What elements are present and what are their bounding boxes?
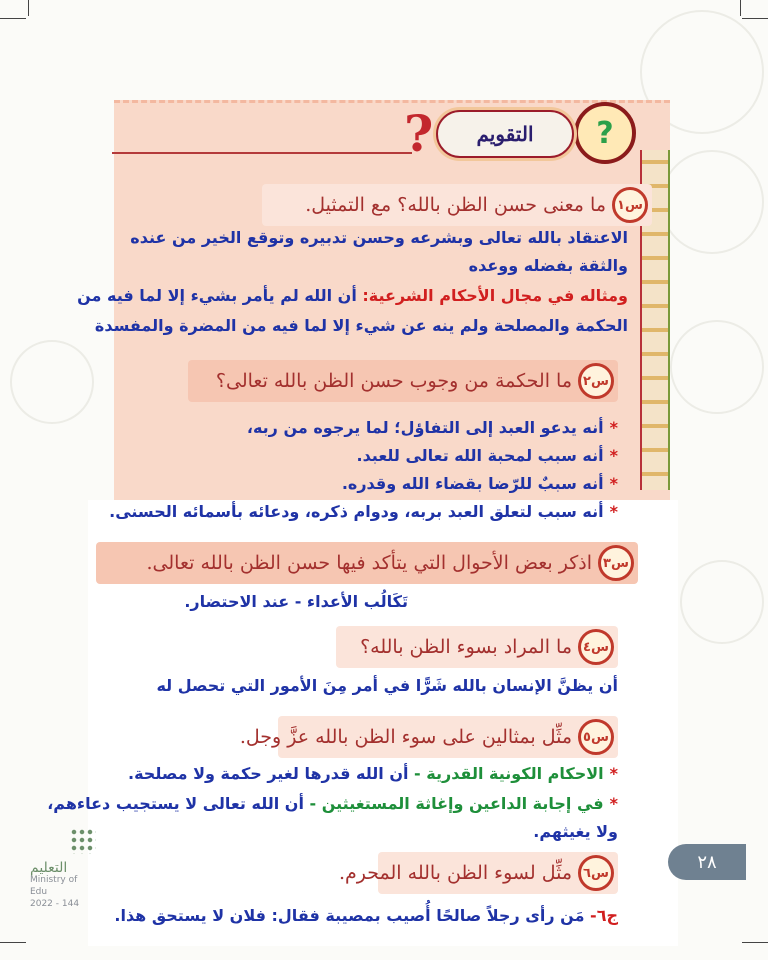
question-text: مثِّل بمثالين على سوء الظن بالله عزَّ وجل. bbox=[239, 726, 572, 748]
page-number: ٢٨ bbox=[668, 844, 746, 880]
crop-mark bbox=[0, 942, 26, 943]
answer-line: ج٦- مَن رأى رجلاً صالحًا أُصيب بمصيبة فقال: فلان لا يستحق هذا. bbox=[114, 906, 618, 925]
ministry-logo-icon bbox=[70, 828, 96, 854]
answer-bullet: *الاحكام الكونية القدرية - أن الله قدرها لغير حكمة ولا مصلحة. bbox=[128, 764, 618, 783]
crop-mark bbox=[740, 0, 741, 16]
answer-line: الاعتقاد بالله تعالى وبشرعه وحسن تدبيره وتوقع الخير من عنده bbox=[130, 228, 628, 247]
answer-line: الحكمة والمصلحة ولم ينه عن شيء إلا لما فيه من المضرة والمفسدة bbox=[94, 316, 628, 335]
question-number-badge: س١ bbox=[612, 187, 648, 223]
answer-bullet: *أنه سبب لتعلق العبد بربه، ودوام ذكره، ودعائه بأسمائه الحسنى. bbox=[109, 502, 618, 521]
question-text: ما الحكمة من وجوب حسن الظن بالله تعالى؟ bbox=[215, 370, 572, 392]
answer-bullet: *أنه سببٌ للرّضا بقضاء الله وقدره. bbox=[341, 474, 618, 493]
answer-text: أن الله لم يأمر بشيء إلا لما فيه من bbox=[77, 286, 357, 305]
question-5 bbox=[239, 716, 618, 758]
answer-line bbox=[77, 286, 628, 305]
section-title-badge bbox=[436, 110, 574, 158]
question-4 bbox=[336, 626, 618, 668]
title-underline bbox=[112, 152, 412, 154]
question-3 bbox=[96, 542, 638, 584]
answer-line: ولا يغيثهم. bbox=[533, 822, 618, 841]
question-number-badge: س٣ bbox=[598, 545, 634, 581]
question-mark-icon: ? bbox=[574, 102, 636, 164]
crop-mark bbox=[742, 18, 768, 19]
question-text: ما معنى حسن الظن بالله؟ مع التمثيل. bbox=[305, 194, 606, 216]
question-number-badge: س٥ bbox=[578, 719, 614, 755]
question-mark-icon: ? bbox=[404, 104, 434, 163]
question-6 bbox=[338, 852, 618, 894]
crop-mark bbox=[0, 18, 26, 19]
answer-label: ومثاله في مجال الأحكام الشرعية: bbox=[356, 286, 628, 305]
question-number-badge: س٦ bbox=[578, 855, 614, 891]
ministry-footer: التعليم Ministry of Edu 2022 - 144 bbox=[30, 862, 90, 912]
question-text: مثِّل لسوء الظن بالله المحرم. bbox=[338, 862, 572, 884]
question-2 bbox=[188, 360, 618, 402]
question-text: ما المراد بسوء الظن بالله؟ bbox=[360, 636, 572, 658]
ornament-pattern bbox=[680, 560, 764, 644]
crop-mark bbox=[742, 942, 768, 943]
answer-bullet: *أنه يدعو العبد إلى التفاؤل؛ لما يرجوه من ربه، bbox=[246, 418, 618, 437]
question-number-badge: س٢ bbox=[578, 363, 614, 399]
answer-line: أن يظنَّ الإنسان بالله شَرًّا في أمر مِنَ الأمور التي تحصل له bbox=[156, 676, 618, 695]
section-title: التقويم bbox=[476, 122, 534, 146]
question-text: اذكر بعض الأحوال التي يتأكد فيها حسن الظن بالله تعالى. bbox=[146, 552, 592, 574]
ornament-pattern bbox=[10, 340, 94, 424]
question-number-badge: س٤ bbox=[578, 629, 614, 665]
ornament-pattern bbox=[670, 320, 764, 414]
question-1 bbox=[262, 184, 652, 226]
answer-bullet: *أنه سبب لمحبة الله تعالى للعبد. bbox=[356, 446, 618, 465]
ornament-pattern bbox=[660, 150, 764, 254]
crop-mark bbox=[28, 0, 29, 16]
answer-line: والثقة بفضله ووعده bbox=[468, 256, 628, 275]
answer-line: تَكَالُب الأعداء - عند الاحتضار. bbox=[184, 592, 408, 611]
answer-bullet: *في إجابة الداعين وإغاثة المستغيثين - أن الله تعالى لا يستجيب دعاءهم، bbox=[47, 794, 618, 813]
